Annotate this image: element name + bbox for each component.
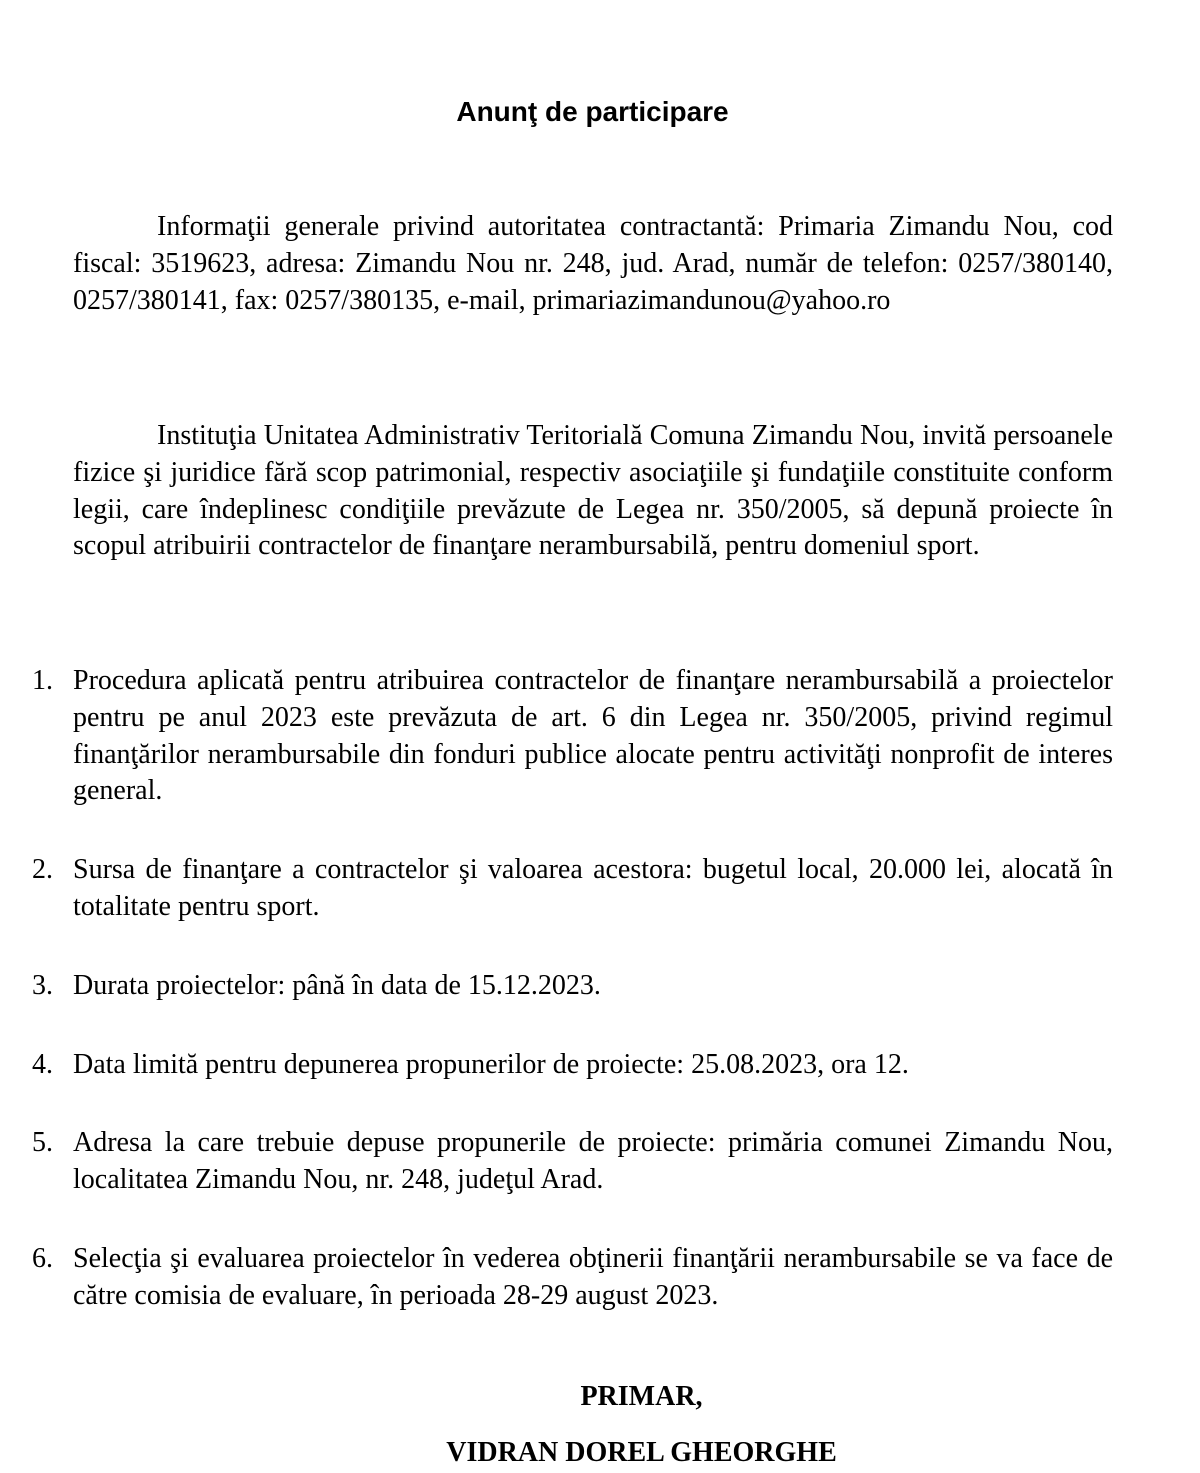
list-item: [0, 1125, 1113, 1199]
list-item: [0, 1047, 1113, 1084]
list-item-text: Sursa de finanţare a contractelor şi valoarea acestora: bugetul local, 20.000 lei, alocată în totalitate pentru sport.: [73, 854, 1113, 922]
list-item: [0, 1241, 1113, 1315]
list-item-number: 1.: [32, 665, 53, 696]
list-item-text: Adresa la care trebuie depuse propunerile de proiecte: primăria comunei Zimandu Nou, localitatea Zimandu Nou, nr. 248, judeţul Arad.: [73, 1127, 1113, 1196]
list-item-number: 4.: [32, 1048, 53, 1080]
invitation-paragraph: Instituţia Unitatea Administrativ Teritorială Comuna Zimandu Nou, invită persoanele fizice şi juridice fără scop patrimonial, respectiv asociaţiile şi fundaţiile constituite conform legii, care îndeplinesc condiţiile prevăzute de Legea nr. 350/2005, să depună proiecte în scopul atribuirii contractelor de finanţare nerambursabilă, pentru domeniul sport.: [73, 420, 1113, 562]
document-title: Anunţ de participare: [456, 96, 729, 127]
list-item-number: 3.: [32, 969, 53, 1001]
signature-role: PRIMAR,: [580, 1381, 703, 1412]
list-item-number: 5.: [32, 1127, 53, 1159]
list-item-text: Data limită pentru depunerea propunerilor de proiecte: 25.08.2023, ora 12.: [73, 1048, 909, 1080]
conditions-list: [0, 663, 1200, 1357]
list-item: [0, 968, 1113, 1005]
list-item: [0, 852, 1113, 926]
list-item-text: Selecţia şi evaluarea proiectelor în vederea obţinerii finanţării nerambursabile se va face de către comisia de evaluare, în perioada 28-29 august 2023.: [73, 1242, 1113, 1311]
signature-name: VIDRAN DOREL GHEORGHE: [446, 1437, 837, 1468]
list-item-text: Durata proiectelor: până în data de 15.12.2023.: [73, 969, 601, 1001]
authority-info-paragraph: Informaţii generale privind autoritatea contractantă: Primaria Zimandu Nou, cod fiscal: 3519623, adresa: Zimandu Nou nr. 248, jud. Arad, număr de telefon: 0257/380140, 0257/380141, fax: 0257/380135, e-mail, primariazimandunou@yahoo.ro: [73, 211, 1113, 316]
list-item-text: Procedura aplicată pentru atribuirea contractelor de finanţare nerambursabilă a proiectelor pentru pe anul 2023 este prevăzuta de art. 6 din Legea nr. 350/2005, privind regimul finanţărilor nerambursabile din fonduri publice alocate pentru activităţi nonprofit de interes general.: [73, 665, 1113, 807]
list-item-number: 2.: [32, 854, 53, 886]
list-item-number: 6.: [32, 1242, 53, 1274]
list-item: [0, 663, 1113, 810]
